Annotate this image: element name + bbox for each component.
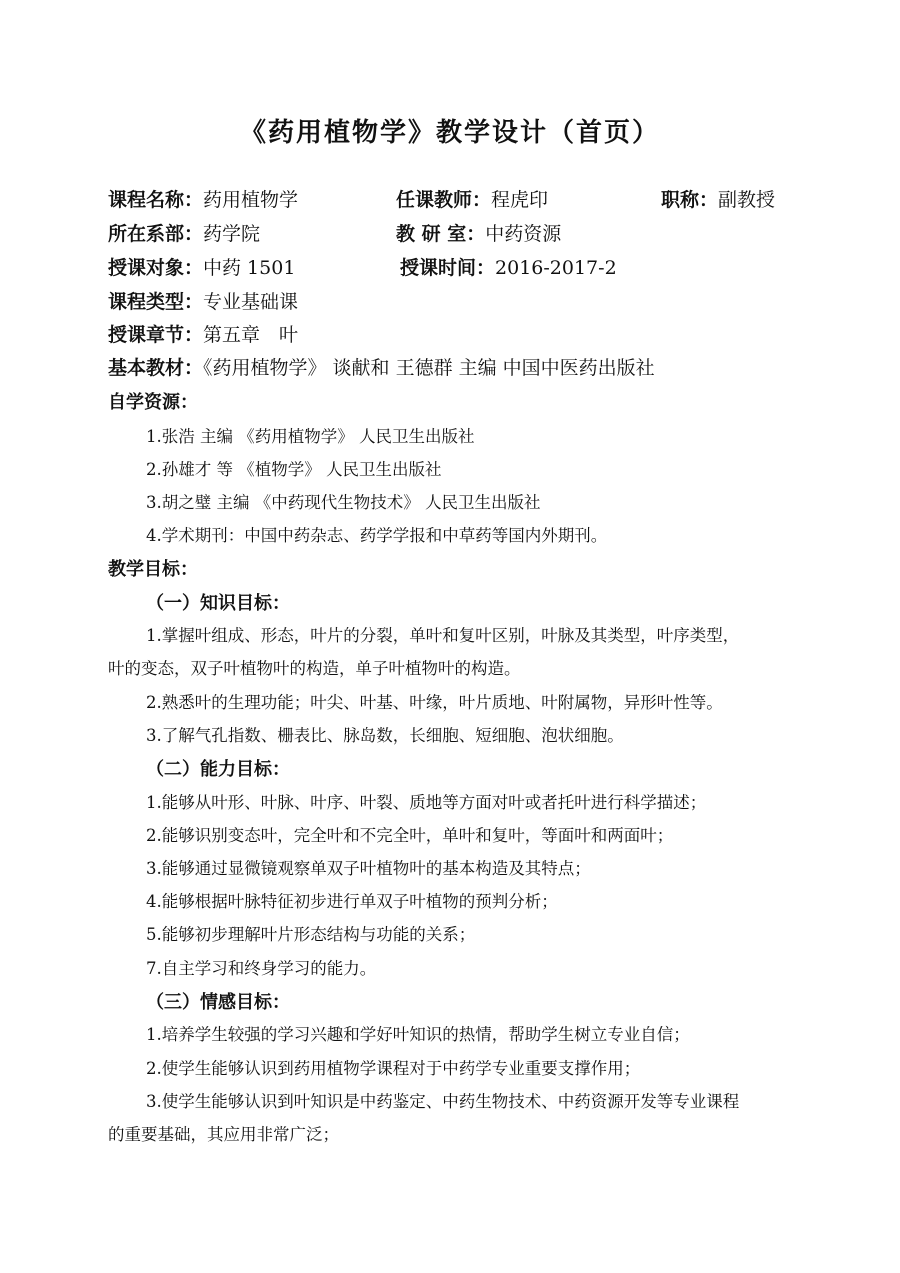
knowledge-item: 1.掌握叶组成、形态，叶片的分裂，单叶和复叶区别，叶脉及其类型，叶序类型， bbox=[146, 626, 740, 645]
audience-field bbox=[108, 253, 295, 280]
chapter-field bbox=[108, 320, 298, 347]
course-type-label: 课程类型： bbox=[108, 291, 204, 313]
office-value: 中药资源 bbox=[485, 223, 562, 245]
info-row-chapter bbox=[0, 320, 900, 350]
info-row-textbook bbox=[0, 353, 900, 383]
course-name-value: 药用植物学 bbox=[203, 189, 299, 211]
course-name-label: 课程名称： bbox=[108, 189, 204, 211]
ability-item: 5.能够初步理解叶片形态结构与功能的关系； bbox=[146, 925, 476, 944]
teacher-label: 任课教师： bbox=[396, 189, 492, 211]
knowledge-item: 叶的变态，双子叶植物叶的构造，单子叶植物叶的构造。 bbox=[108, 659, 521, 678]
ability-heading: （二）能力目标： bbox=[146, 759, 290, 780]
info-row-department bbox=[0, 219, 900, 249]
rank-field bbox=[661, 185, 775, 212]
audience-value: 中药 1501 bbox=[203, 257, 296, 279]
department-value: 药学院 bbox=[203, 223, 261, 245]
audience-label: 授课对象： bbox=[108, 257, 204, 279]
resource-item: 1.张浩 主编 《药用植物学》 人民卫生出版社 bbox=[146, 427, 475, 446]
department-label: 所在系部： bbox=[108, 223, 204, 245]
time-field bbox=[400, 253, 617, 280]
emotion-item: 1.培养学生较强的学习兴趣和学好叶知识的热情，帮助学生树立专业自信； bbox=[146, 1025, 690, 1044]
resource-item: 3.胡之璧 主编 《中药现代生物技术》 人民卫生出版社 bbox=[146, 493, 541, 512]
chapter-label: 授课章节： bbox=[108, 324, 204, 346]
teacher-value: 程虎印 bbox=[491, 189, 549, 211]
ability-item: 3.能够通过显微镜观察单双子叶植物叶的基本构造及其特点； bbox=[146, 859, 591, 878]
resource-item: 2.孙雄才 等 《植物学》 人民卫生出版社 bbox=[146, 460, 442, 479]
course-type-field bbox=[108, 287, 298, 314]
knowledge-heading: （一）知识目标： bbox=[146, 593, 290, 614]
rank-label: 职称： bbox=[661, 189, 719, 211]
time-label: 授课时间： bbox=[400, 257, 496, 279]
resource-item: 4.学术期刊：中国中药杂志、药学学报和中草药等国内外期刊。 bbox=[146, 526, 608, 545]
emotion-heading: （三）情感目标： bbox=[146, 992, 290, 1013]
ability-item: 7.自主学习和终身学习的能力。 bbox=[146, 959, 377, 978]
department-field bbox=[108, 219, 260, 246]
emotion-item: 2.使学生能够认识到药用植物学课程对于中药学专业重要支撑作用； bbox=[146, 1059, 641, 1078]
course-name-field bbox=[108, 185, 298, 212]
info-row-audience bbox=[0, 253, 900, 283]
course-type-value: 专业基础课 bbox=[203, 291, 299, 313]
teacher-field bbox=[396, 185, 548, 212]
page-title: 《药用植物学》教学设计（首页） bbox=[239, 118, 660, 148]
office-field bbox=[396, 219, 561, 246]
emotion-item: 的重要基础，其应用非常广泛； bbox=[108, 1125, 339, 1144]
textbook-value: 《药用植物学》 谈献和 王德群 主编 中国中医药出版社 bbox=[203, 357, 655, 379]
office-label: 教 研 室： bbox=[396, 223, 486, 245]
textbook-label: 基本教材： bbox=[108, 357, 204, 379]
ability-item: 2.能够识别变态叶，完全叶和不完全叶，单叶和复叶，等面叶和两面叶； bbox=[146, 826, 674, 845]
info-row-course-type bbox=[0, 287, 900, 317]
ability-item: 4.能够根据叶脉特征初步进行单双子叶植物的预判分析； bbox=[146, 892, 558, 911]
info-row-course bbox=[0, 185, 900, 215]
emotion-item: 3.使学生能够认识到叶知识是中药鉴定、中药生物技术、中药资源开发等专业课程 bbox=[146, 1092, 740, 1111]
time-value: 2016-2017-2 bbox=[495, 257, 617, 279]
rank-value: 副教授 bbox=[718, 189, 776, 211]
chapter-value: 第五章 叶 bbox=[203, 324, 299, 346]
knowledge-item: 3.了解气孔指数、栅表比、脉岛数，长细胞、短细胞、泡状细胞。 bbox=[146, 726, 624, 745]
knowledge-item: 2.熟悉叶的生理功能；叶尖、叶基、叶缘，叶片质地、叶附属物，异形叶性等。 bbox=[146, 693, 723, 712]
textbook-field bbox=[108, 353, 655, 380]
ability-item: 1.能够从叶形、叶脉、叶序、叶裂、质地等方面对叶或者托叶进行科学描述； bbox=[146, 793, 707, 812]
resources-heading: 自学资源： bbox=[108, 392, 198, 413]
objectives-heading: 教学目标： bbox=[108, 559, 198, 580]
